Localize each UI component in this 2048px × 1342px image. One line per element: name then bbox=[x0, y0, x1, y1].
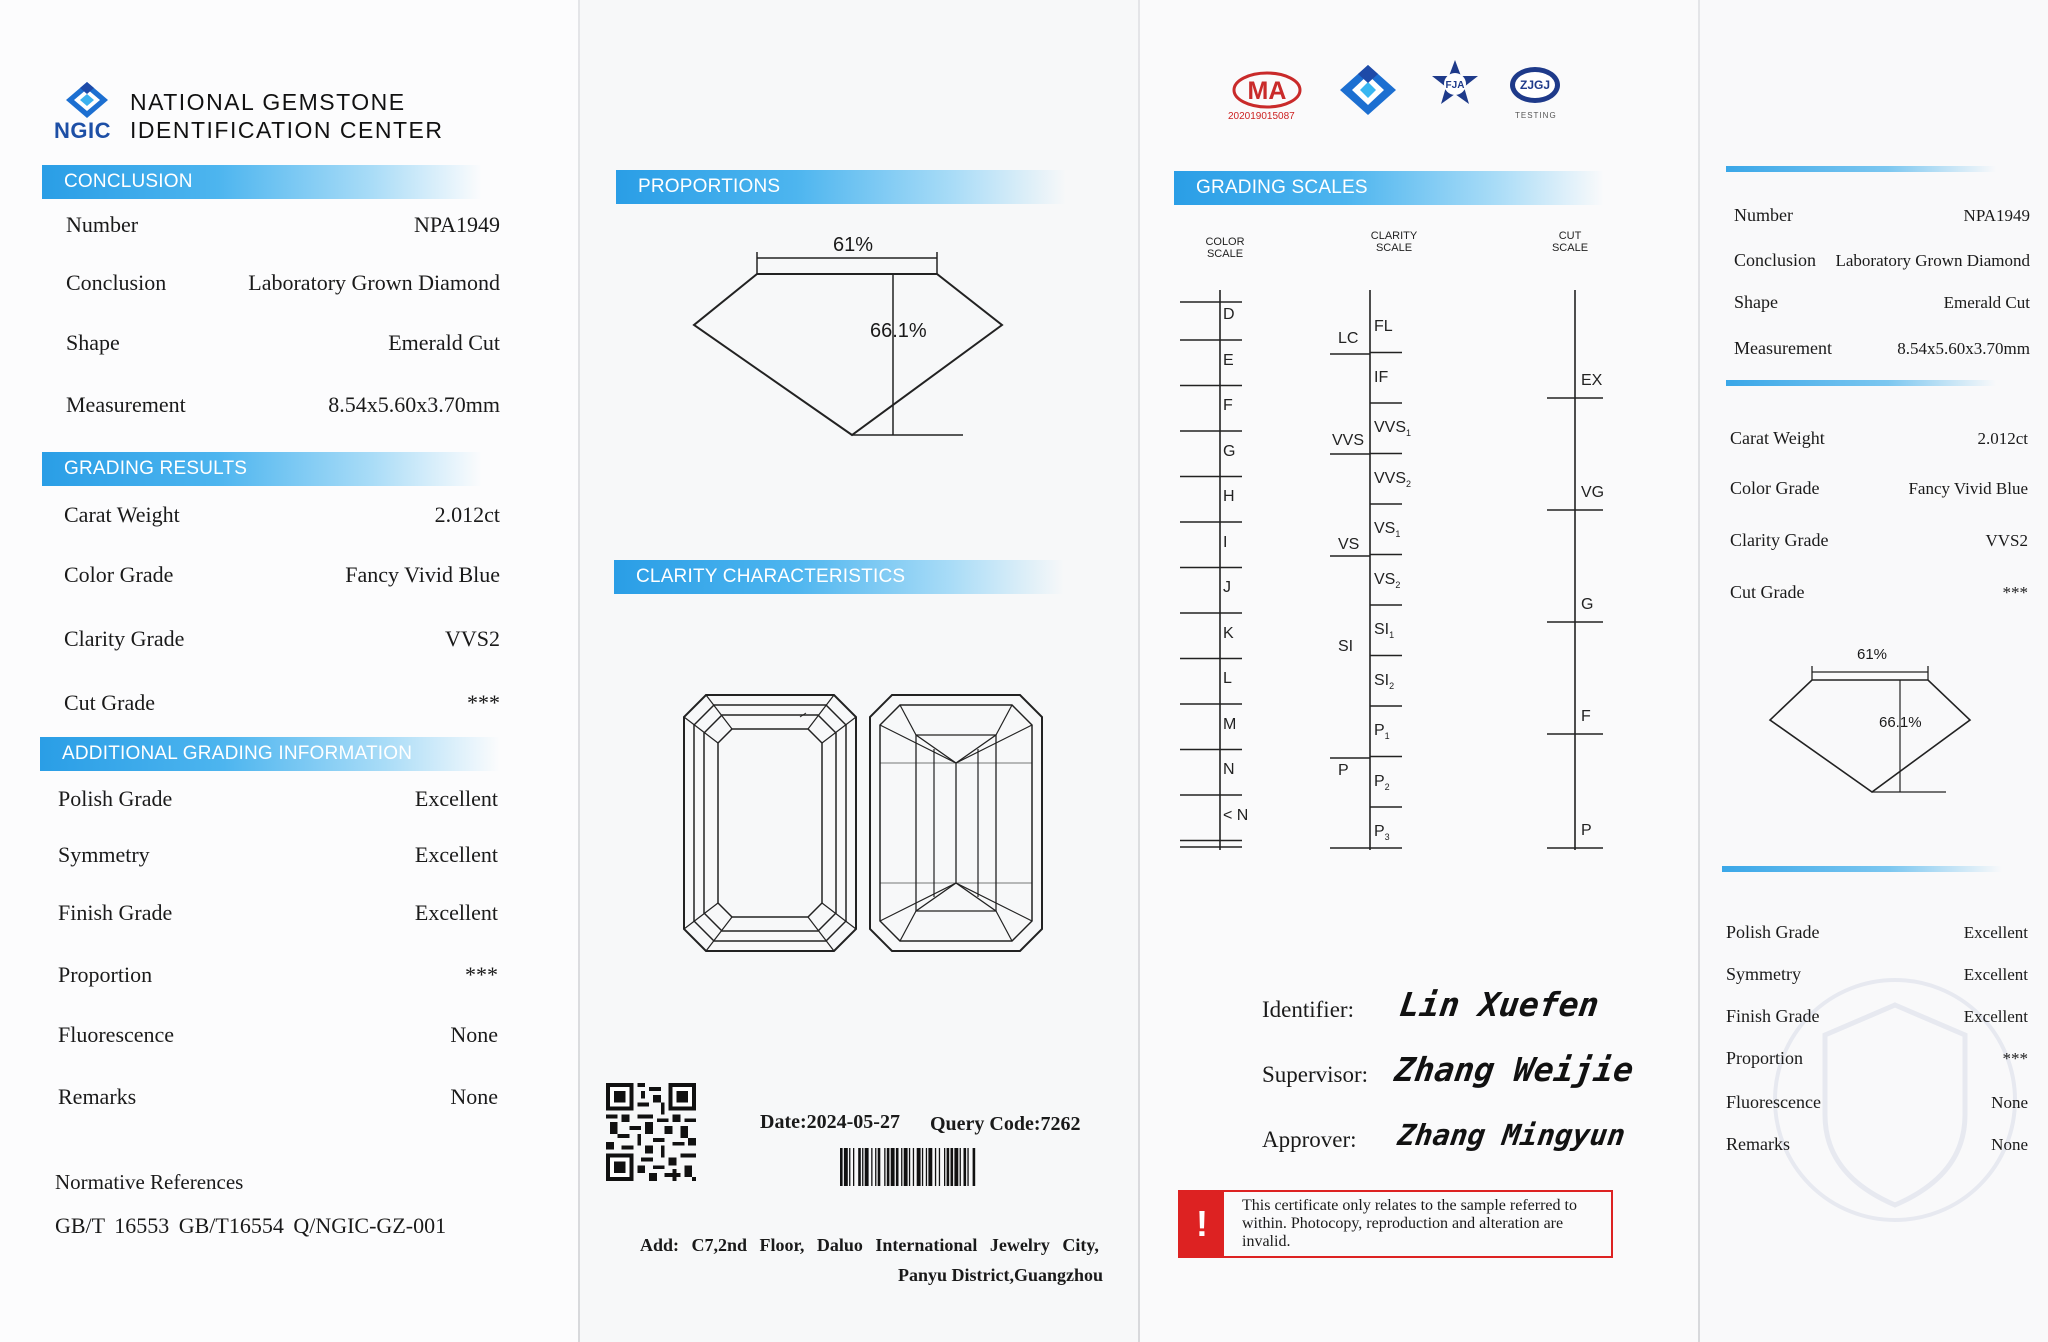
summary-top-row bbox=[1734, 205, 2030, 226]
ngic-mark-icon bbox=[1338, 63, 1398, 117]
summary-bottom-value: Excellent bbox=[1963, 923, 2028, 942]
summary-bottom-row bbox=[1726, 1048, 2028, 1069]
additional-value: Excellent bbox=[414, 842, 498, 867]
summary-bottom-label: Polish Grade bbox=[1726, 922, 1820, 942]
grading-row bbox=[64, 562, 500, 588]
cut-grade-label: F bbox=[1581, 708, 1591, 725]
color-grade-label: J bbox=[1223, 579, 1231, 596]
color-grade-label: E bbox=[1223, 351, 1234, 369]
clarity-grade-label bbox=[1374, 369, 1388, 388]
summary-bottom-value: Excellent bbox=[1963, 965, 2028, 984]
summary-top-row bbox=[1734, 250, 2030, 271]
clarity-grade-label bbox=[1374, 318, 1393, 337]
clarity-group-label: P bbox=[1338, 762, 1349, 779]
grading-label: Cut Grade bbox=[64, 690, 156, 715]
summary-bottom-value: None bbox=[1991, 1135, 2028, 1154]
clarity-grade-sub: 2 bbox=[1384, 781, 1390, 792]
clarity-grade-label bbox=[1374, 470, 1411, 489]
summary-mid-value: VVS2 bbox=[1985, 531, 2028, 550]
barcode-bar bbox=[922, 1148, 923, 1186]
cut-grade-label: VG bbox=[1581, 484, 1605, 501]
summary-mid-row bbox=[1730, 582, 2028, 603]
depth-percent: 66.1% bbox=[870, 320, 927, 342]
testing-text: TESTING bbox=[1515, 111, 1557, 120]
barcode-bar bbox=[887, 1148, 890, 1186]
qr-code[interactable] bbox=[605, 1083, 697, 1181]
barcode-bar bbox=[853, 1148, 854, 1186]
cma-text: MA bbox=[1247, 77, 1287, 105]
summary-bottom-label: Symmetry bbox=[1726, 964, 1801, 984]
clarity-grade-base: IF bbox=[1374, 368, 1389, 386]
cut-grade-label: EX bbox=[1581, 372, 1603, 389]
clarity-grade-sub: 1 bbox=[1389, 630, 1395, 641]
barcode-bar bbox=[875, 1148, 876, 1186]
disclaimer-text: This certificate only relates to the sample referred to within. Photocopy, reproduction and alteration are invalid. bbox=[1242, 1197, 1577, 1250]
grading-value: 2.012ct bbox=[434, 502, 500, 527]
fja-mark-icon bbox=[1430, 58, 1480, 110]
barcode-bar bbox=[926, 1148, 927, 1186]
additional-value: *** bbox=[465, 962, 498, 987]
summary-divider bbox=[1722, 866, 2002, 872]
clarity-grade-sub: 3 bbox=[1384, 832, 1390, 843]
clarity-grade-sub: 2 bbox=[1395, 579, 1401, 590]
summary-mid-label: Clarity Grade bbox=[1730, 530, 1829, 550]
clarity-grade-label bbox=[1374, 823, 1390, 842]
conclusion-row bbox=[66, 392, 500, 418]
grading-scale-lines bbox=[1180, 270, 1620, 860]
emerald-pavilion-diagram bbox=[868, 693, 1044, 953]
section-banner-proportions: PROPORTIONS bbox=[616, 170, 1066, 204]
fold-line bbox=[1138, 0, 1140, 1342]
additional-label: Proportion bbox=[58, 962, 153, 987]
supervisor-label: Supervisor: bbox=[1262, 1062, 1369, 1087]
color-grade-label: N bbox=[1223, 761, 1235, 778]
summary-bottom-row bbox=[1726, 1134, 2028, 1155]
barcode-bar bbox=[871, 1148, 872, 1186]
fold-line bbox=[1698, 0, 1700, 1342]
clarity-grade-sub: 1 bbox=[1384, 731, 1390, 742]
zjgj-text: ZJGJ bbox=[1519, 78, 1551, 92]
clarity-grade-label bbox=[1374, 672, 1394, 691]
summary-mid-value: 2.012ct bbox=[1977, 429, 2028, 448]
identifier-label: Identifier: bbox=[1262, 997, 1354, 1022]
color-grade-label: K bbox=[1223, 624, 1234, 642]
clarity-grade-base: P bbox=[1374, 722, 1385, 739]
summary-divider bbox=[1726, 380, 1996, 386]
grading-row bbox=[64, 502, 500, 528]
summary-top-value: NPA1949 bbox=[1963, 206, 2030, 225]
summary-mid-label: Color Grade bbox=[1730, 478, 1820, 498]
normative-refs: GB/T 16553 GB/T16554 Q/NGIC-GZ-001 bbox=[55, 1213, 447, 1238]
barcode-bar bbox=[849, 1148, 850, 1186]
summary-top-value: Emerald Cut bbox=[1943, 293, 2030, 312]
clarity-grade-label bbox=[1374, 419, 1411, 438]
section-banner-clarity-characteristics: CLARITY CHARACTERISTICS bbox=[614, 560, 1064, 594]
barcode-bar bbox=[858, 1148, 861, 1186]
additional-value: Excellent bbox=[414, 900, 498, 925]
fja-text: FJA bbox=[1445, 80, 1465, 91]
brand-line-1: NATIONAL GEMSTONE bbox=[130, 89, 406, 115]
normative-title: Normative References bbox=[55, 1170, 244, 1194]
summary-top-label: Number bbox=[1734, 205, 1793, 225]
address-line-2: Panyu District,Guangzhou bbox=[898, 1265, 1104, 1285]
section-banner-additional: ADDITIONAL GRADING INFORMATION bbox=[40, 737, 500, 771]
summary-bottom-row bbox=[1726, 964, 2028, 985]
additional-label: Polish Grade bbox=[58, 786, 173, 811]
panel-results bbox=[0, 0, 578, 1342]
additional-row bbox=[58, 900, 498, 926]
ngic-wordmark: NGIC bbox=[54, 118, 111, 143]
clarity-grade-sub: 2 bbox=[1389, 680, 1395, 691]
warning-icon: ! bbox=[1180, 1192, 1224, 1256]
clarity-grade-label bbox=[1374, 520, 1400, 539]
summary-divider bbox=[1726, 166, 1996, 172]
clarity-grade-label bbox=[1374, 571, 1400, 590]
barcode-bar bbox=[939, 1148, 940, 1186]
grading-value: Fancy Vivid Blue bbox=[345, 562, 500, 587]
barcode-bar bbox=[960, 1148, 961, 1186]
color-grade-label: D bbox=[1223, 306, 1235, 323]
summary-top-value: Laboratory Grown Diamond bbox=[1835, 251, 2030, 270]
summary-top-label: Measurement bbox=[1734, 338, 1832, 358]
conclusion-value: 8.54x5.60x3.70mm bbox=[328, 392, 500, 417]
clarity-grade-base: FL bbox=[1374, 318, 1393, 335]
barcode-bar bbox=[951, 1148, 954, 1186]
query-code: Query Code:7262 bbox=[930, 1113, 1081, 1135]
summary-bottom-row bbox=[1726, 1006, 2028, 1027]
summary-bottom-label: Finish Grade bbox=[1726, 1006, 1820, 1026]
barcode-bar bbox=[928, 1148, 932, 1186]
summary-mid-value: *** bbox=[2002, 583, 2028, 602]
cut-scale-heading: CUT SCALE bbox=[1551, 230, 1589, 254]
additional-row bbox=[58, 962, 498, 988]
color-grade-label: L bbox=[1223, 670, 1232, 687]
barcode-bar bbox=[967, 1148, 968, 1186]
conclusion-label: Measurement bbox=[66, 392, 186, 417]
additional-label: Finish Grade bbox=[58, 900, 173, 925]
summary-bottom-value: None bbox=[1991, 1093, 2028, 1112]
disclaimer-box bbox=[1178, 1190, 1613, 1258]
color-grade-label: G bbox=[1223, 442, 1236, 460]
color-grade-label: < N bbox=[1223, 806, 1249, 824]
barcode[interactable] bbox=[840, 1148, 1082, 1186]
summary-bottom-label: Proportion bbox=[1726, 1048, 1804, 1068]
summary-bottom-row bbox=[1726, 922, 2028, 943]
summary-bottom-label: Remarks bbox=[1726, 1134, 1790, 1154]
summary-top-row bbox=[1734, 292, 2030, 313]
summary-top-label: Shape bbox=[1734, 292, 1778, 312]
fold-line bbox=[578, 0, 580, 1342]
section-banner-grading-results: GRADING RESULTS bbox=[42, 452, 482, 486]
approver-signature: Zhang Mingyun bbox=[1395, 1118, 1628, 1152]
summary-bottom-value: *** bbox=[2002, 1049, 2028, 1068]
barcode-bar bbox=[947, 1148, 950, 1186]
additional-value: None bbox=[450, 1022, 498, 1047]
additional-row bbox=[58, 786, 498, 812]
additional-value: Excellent bbox=[414, 786, 498, 811]
summary-mid-row bbox=[1730, 478, 2028, 499]
color-scale-heading: COLOR SCALE bbox=[1205, 236, 1245, 260]
grading-row bbox=[64, 626, 500, 652]
barcode-bar bbox=[944, 1148, 945, 1186]
additional-label: Fluorescence bbox=[58, 1022, 175, 1047]
barcode-bar bbox=[954, 1148, 958, 1186]
ngic-logo-icon bbox=[64, 80, 110, 120]
emerald-crown-diagram bbox=[682, 693, 858, 953]
clarity-grade-sub: 1 bbox=[1406, 428, 1412, 439]
clarity-group-label: VVS bbox=[1332, 432, 1365, 449]
clarity-grade-sub: 2 bbox=[1406, 478, 1412, 489]
color-grade-label: F bbox=[1223, 397, 1233, 414]
conclusion-label: Conclusion bbox=[66, 270, 167, 295]
additional-value: None bbox=[450, 1084, 498, 1109]
summary-table-percent: 61% bbox=[1857, 646, 1888, 663]
conclusion-value: NPA1949 bbox=[414, 212, 500, 237]
barcode-bar bbox=[896, 1148, 899, 1186]
barcode-bar bbox=[878, 1148, 881, 1186]
clarity-grade-base: VS bbox=[1374, 570, 1396, 588]
identifier-signature: Lin Xuefen bbox=[1397, 985, 1602, 1024]
color-grade-label: I bbox=[1223, 533, 1228, 551]
section-banner-conclusion: CONCLUSION bbox=[42, 165, 482, 199]
clarity-group-label: LC bbox=[1338, 330, 1359, 347]
brand-line-2: IDENTIFICATION CENTER bbox=[130, 117, 444, 143]
barcode-bar bbox=[973, 1148, 976, 1186]
cma-mark-icon bbox=[1232, 70, 1302, 110]
clarity-grade-base: SI bbox=[1374, 671, 1390, 689]
clarity-group-label: VS bbox=[1338, 536, 1360, 553]
barcode-bar bbox=[840, 1148, 843, 1186]
clarity-scale-heading: CLARITY SCALE bbox=[1370, 230, 1418, 254]
conclusion-value: Emerald Cut bbox=[388, 330, 500, 355]
cma-number: 202019015087 bbox=[1228, 111, 1295, 122]
approver-label: Approver: bbox=[1262, 1127, 1357, 1152]
barcode-bar bbox=[904, 1148, 908, 1186]
summary-top-value: 8.54x5.60x3.70mm bbox=[1897, 339, 2030, 358]
barcode-bar bbox=[913, 1148, 914, 1186]
barcode-bar bbox=[862, 1148, 863, 1186]
clarity-grade-label bbox=[1374, 621, 1394, 640]
barcode-bar bbox=[844, 1148, 848, 1186]
clarity-grade-base: SI bbox=[1374, 621, 1390, 638]
clarity-grade-label bbox=[1374, 722, 1390, 741]
summary-bottom-label: Fluorescence bbox=[1726, 1092, 1821, 1112]
barcode-bar bbox=[891, 1148, 895, 1186]
summary-bottom-value: Excellent bbox=[1963, 1007, 2028, 1026]
section-banner-grading-scales: GRADING SCALES bbox=[1174, 171, 1604, 205]
barcode-bar bbox=[935, 1148, 936, 1186]
grading-value: *** bbox=[467, 690, 500, 715]
clarity-grade-base: VS bbox=[1374, 520, 1396, 537]
grading-value: VVS2 bbox=[444, 626, 500, 651]
conclusion-label: Number bbox=[66, 212, 139, 237]
conclusion-label: Shape bbox=[66, 330, 120, 355]
supervisor-signature: Zhang Weijie bbox=[1392, 1050, 1637, 1089]
barcode-bar bbox=[909, 1148, 910, 1186]
cut-grade-label: G bbox=[1581, 596, 1594, 613]
proportion-diagram bbox=[680, 230, 1020, 450]
cut-grade-label: P bbox=[1581, 822, 1592, 839]
grading-label: Carat Weight bbox=[64, 502, 180, 527]
summary-proportion-diagram bbox=[1762, 660, 1982, 800]
summary-top-row bbox=[1734, 338, 2030, 359]
summary-bottom-row bbox=[1726, 1092, 2028, 1113]
clarity-grade-base: P bbox=[1374, 772, 1385, 790]
summary-mid-label: Cut Grade bbox=[1730, 582, 1805, 602]
barcode-bar bbox=[917, 1148, 921, 1186]
additional-row bbox=[58, 1022, 498, 1048]
summary-mid-value: Fancy Vivid Blue bbox=[1908, 479, 2028, 498]
table-percent: 61% bbox=[833, 234, 874, 256]
barcode-bar bbox=[865, 1148, 869, 1186]
color-grade-label: H bbox=[1223, 488, 1235, 505]
grading-label: Clarity Grade bbox=[64, 626, 185, 651]
summary-depth-percent: 66.1% bbox=[1879, 714, 1922, 731]
clarity-group-label: SI bbox=[1338, 638, 1354, 655]
barcode-bar bbox=[901, 1148, 902, 1186]
additional-label: Symmetry bbox=[58, 842, 150, 867]
barcode-bar bbox=[884, 1148, 885, 1186]
clarity-grade-base: VVS bbox=[1374, 469, 1407, 487]
conclusion-row bbox=[66, 330, 500, 356]
zjgj-mark-icon bbox=[1508, 65, 1562, 109]
clarity-grade-sub: 1 bbox=[1395, 529, 1401, 540]
conclusion-row bbox=[66, 212, 500, 238]
grading-label: Color Grade bbox=[64, 562, 174, 587]
conclusion-row bbox=[66, 270, 500, 296]
conclusion-value: Laboratory Grown Diamond bbox=[248, 270, 500, 295]
grading-row bbox=[64, 690, 500, 716]
summary-mid-label: Carat Weight bbox=[1730, 428, 1825, 448]
clarity-grade-base: VVS bbox=[1374, 419, 1407, 436]
clarity-grade-base: P bbox=[1374, 823, 1385, 840]
address-line-1: Add: C7,2nd Floor, Daluo International Jewelry City, bbox=[640, 1235, 1099, 1255]
summary-top-label: Conclusion bbox=[1734, 250, 1817, 270]
additional-label: Remarks bbox=[58, 1084, 137, 1109]
summary-mid-row bbox=[1730, 530, 2028, 551]
color-grade-label: M bbox=[1223, 715, 1237, 733]
summary-mid-row bbox=[1730, 428, 2028, 449]
additional-row bbox=[58, 842, 498, 868]
barcode-bar bbox=[964, 1148, 967, 1186]
clarity-grade-label bbox=[1374, 773, 1390, 792]
additional-row bbox=[58, 1084, 498, 1110]
issue-date: Date:2024-05-27 bbox=[760, 1111, 900, 1133]
